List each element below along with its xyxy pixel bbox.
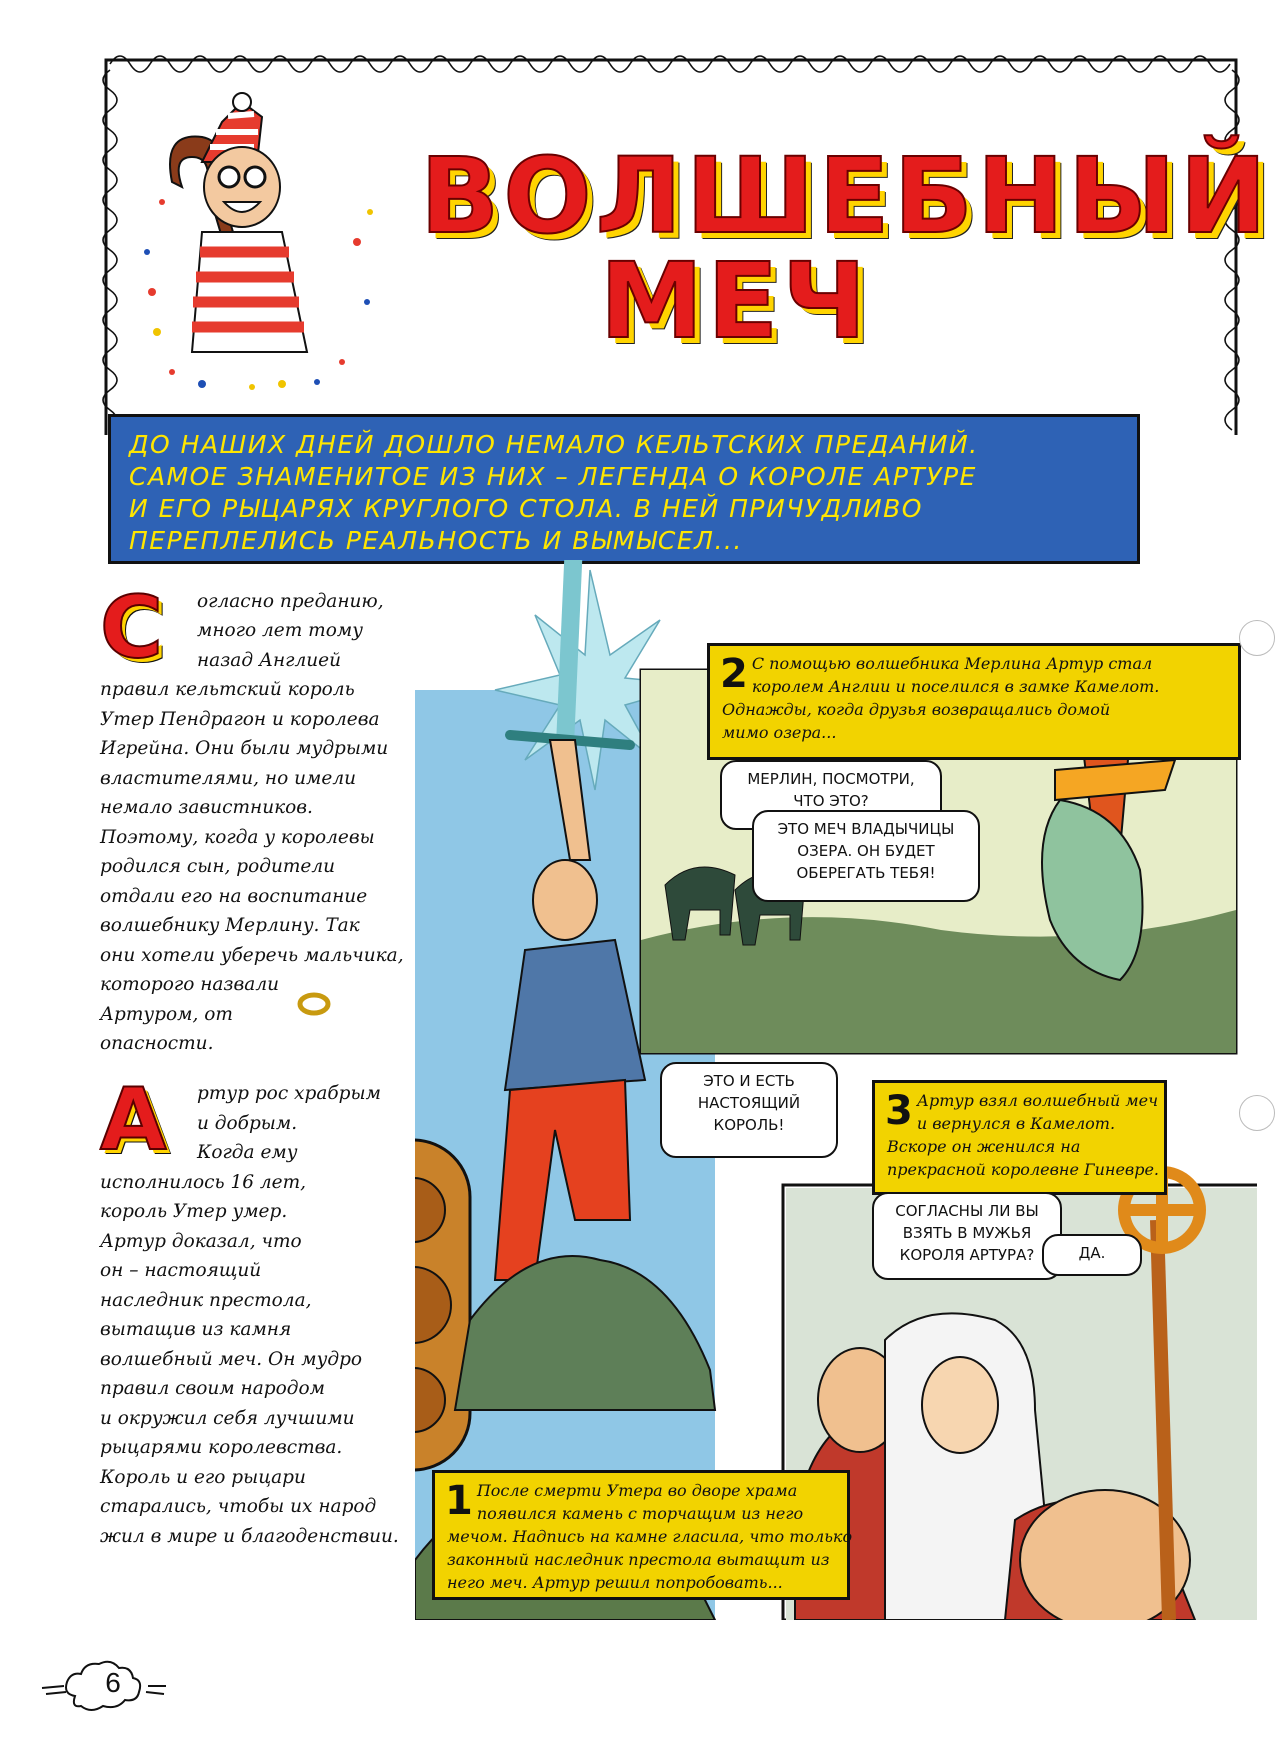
drop-cap-1: С	[100, 578, 164, 678]
paragraph-line: они хотели уберечь мальчика,	[100, 945, 404, 966]
paragraph-line: старались, чтобы их народ	[100, 1496, 377, 1517]
caption-1	[432, 1470, 853, 1600]
binder-hole	[1239, 1095, 1275, 1131]
bubble-line: ОБЕРЕГАТЬ ТЕБЯ!	[796, 864, 936, 882]
caption-line: Артур взял волшебный меч	[916, 1091, 1159, 1110]
bubble-line: НАСТОЯЩИЙ	[697, 1094, 801, 1112]
caption-line: появился камень с торчащим из него	[476, 1504, 804, 1523]
speech-bubble-lady-sword	[752, 810, 980, 902]
caption-line: мечом. Надпись на камне гласила, что только	[447, 1527, 853, 1546]
paragraph-line: Король и его рыцари	[100, 1467, 306, 1488]
paragraph-line: волшебнику Мерлину. Так	[100, 915, 360, 936]
bubble-line: ЭТО МЕЧ ВЛАДЫЧИЦЫ	[777, 820, 955, 838]
paragraph-line: вытащив из камня	[100, 1319, 292, 1340]
speech-bubble-true-king	[660, 1062, 838, 1158]
paragraph-line: он – настоящий	[100, 1260, 262, 1281]
paragraph-line: правил своим народом	[100, 1378, 325, 1399]
paragraph-line: немало завистников.	[100, 797, 313, 818]
paragraph-line: Когда ему	[197, 1142, 298, 1163]
paragraph-line: Артуром, от	[100, 1004, 233, 1025]
caption-line: него меч. Артур решил попробовать...	[447, 1573, 783, 1592]
caption-line: С помощью волшебника Мерлина Артур стал	[751, 654, 1153, 673]
caption-line: королем Англии и поселился в замке Камелот.	[751, 677, 1160, 696]
caption-line: мимо озера...	[722, 723, 837, 742]
paragraph-line: и добрым.	[197, 1113, 298, 1134]
caption-2	[707, 643, 1241, 760]
paragraph-line: назад Англией	[197, 650, 342, 671]
binder-hole	[1239, 620, 1275, 656]
intro-banner	[108, 414, 1140, 564]
caption-line: законный наследник престола вытащит из	[447, 1550, 830, 1569]
paragraph-line: король Утер умер.	[100, 1201, 288, 1222]
bubble-line: ЭТО И ЕСТЬ	[703, 1072, 795, 1090]
bubble-line: КОРОЛЯ АРТУРА?	[899, 1246, 1035, 1264]
paragraph-line: исполнилось 16 лет,	[100, 1172, 307, 1193]
waldo-mascot-icon	[132, 92, 382, 392]
shield-icon	[415, 1140, 470, 1470]
paragraph-line: Игрейна. Они были мудрыми	[100, 738, 389, 759]
drop-cap-2: А	[100, 1070, 167, 1170]
bubble-line: КОРОЛЬ!	[713, 1116, 785, 1134]
bubble-line: ВЗЯТЬ В МУЖЬЯ	[902, 1224, 1032, 1242]
paragraph-line: волшебный меч. Он мудро	[100, 1349, 363, 1370]
paragraph-line: которого назвали	[100, 974, 280, 995]
paragraph-line: много лет тому	[197, 620, 363, 641]
speech-bubble-wedding-answer	[1042, 1234, 1142, 1276]
paragraph-line: наследник престола,	[100, 1290, 312, 1311]
paragraph-line: Утер Пендрагон и королева	[100, 709, 380, 730]
caption-line: и вернулся в Камелот.	[916, 1114, 1116, 1133]
paragraph-line: жил в мире и благоденствии.	[100, 1526, 399, 1547]
intro-line: ПЕРЕПЛЕЛИСЬ РЕАЛЬНОСТЬ И ВЫМЫСЕЛ...	[129, 526, 743, 555]
page-title-line-1: ВОЛШЕБНЫЙ	[420, 135, 1271, 257]
bubble-line: ЧТО ЭТО?	[793, 792, 869, 810]
paragraph-line: ртур рос храбрым	[197, 1083, 381, 1104]
bubble-line: ОЗЕРА. ОН БУДЕТ	[797, 842, 935, 860]
intro-line: ДО НАШИХ ДНЕЙ ДОШЛО НЕМАЛО КЕЛЬТСКИХ ПРЕДАНИЙ.	[129, 430, 979, 459]
bubble-line: МЕРЛИН, ПОСМОТРИ,	[747, 770, 915, 788]
caption-3	[872, 1080, 1167, 1195]
bubble-line: СОГЛАСНЫ ЛИ ВЫ	[895, 1202, 1039, 1220]
paragraph-line: отдали его на воспитание	[100, 886, 368, 907]
page-number-badge	[40, 1656, 170, 1716]
caption-line: прекрасной королевне Гиневре.	[887, 1160, 1160, 1179]
caption-line: Однажды, когда друзья возвращались домой	[722, 700, 1111, 719]
caption-number: 2	[720, 651, 748, 697]
paragraph-line: рыцарями королевства.	[100, 1437, 343, 1458]
paragraph-line: Артур доказал, что	[100, 1231, 302, 1252]
caption-number: 1	[445, 1478, 473, 1524]
paragraph-line: огласно преданию,	[197, 591, 384, 612]
caption-line: Вскоре он женился на	[887, 1137, 1081, 1156]
speech-bubble-wedding-question	[872, 1192, 1062, 1280]
bubble-line: ДА.	[1078, 1244, 1106, 1262]
page-title-line-2: МЕЧ	[599, 240, 871, 362]
page-number: 6	[105, 1667, 121, 1698]
paragraph-line: родился сын, родители	[100, 856, 336, 877]
caption-line: После смерти Утера во дворе храма	[476, 1481, 798, 1500]
paragraph-line: правил кельтский король	[100, 679, 355, 700]
paragraph-line: властителями, но имели	[100, 768, 357, 789]
intro-line: И ЕГО РЫЦАРЯХ КРУГЛОГО СТОЛА. В НЕЙ ПРИЧУДЛИВО	[129, 494, 923, 523]
paragraph-line: опасности.	[100, 1033, 214, 1054]
paragraph-line: и окружил себя лучшими	[100, 1408, 355, 1429]
intro-line: САМОЕ ЗНАМЕНИТОЕ ИЗ НИХ – ЛЕГЕНДА О КОРОЛЕ АРТУРЕ	[129, 462, 977, 491]
paragraph-line: Поэтому, когда у королевы	[100, 827, 375, 848]
gold-ring-icon	[294, 990, 334, 1018]
caption-number: 3	[885, 1088, 913, 1134]
